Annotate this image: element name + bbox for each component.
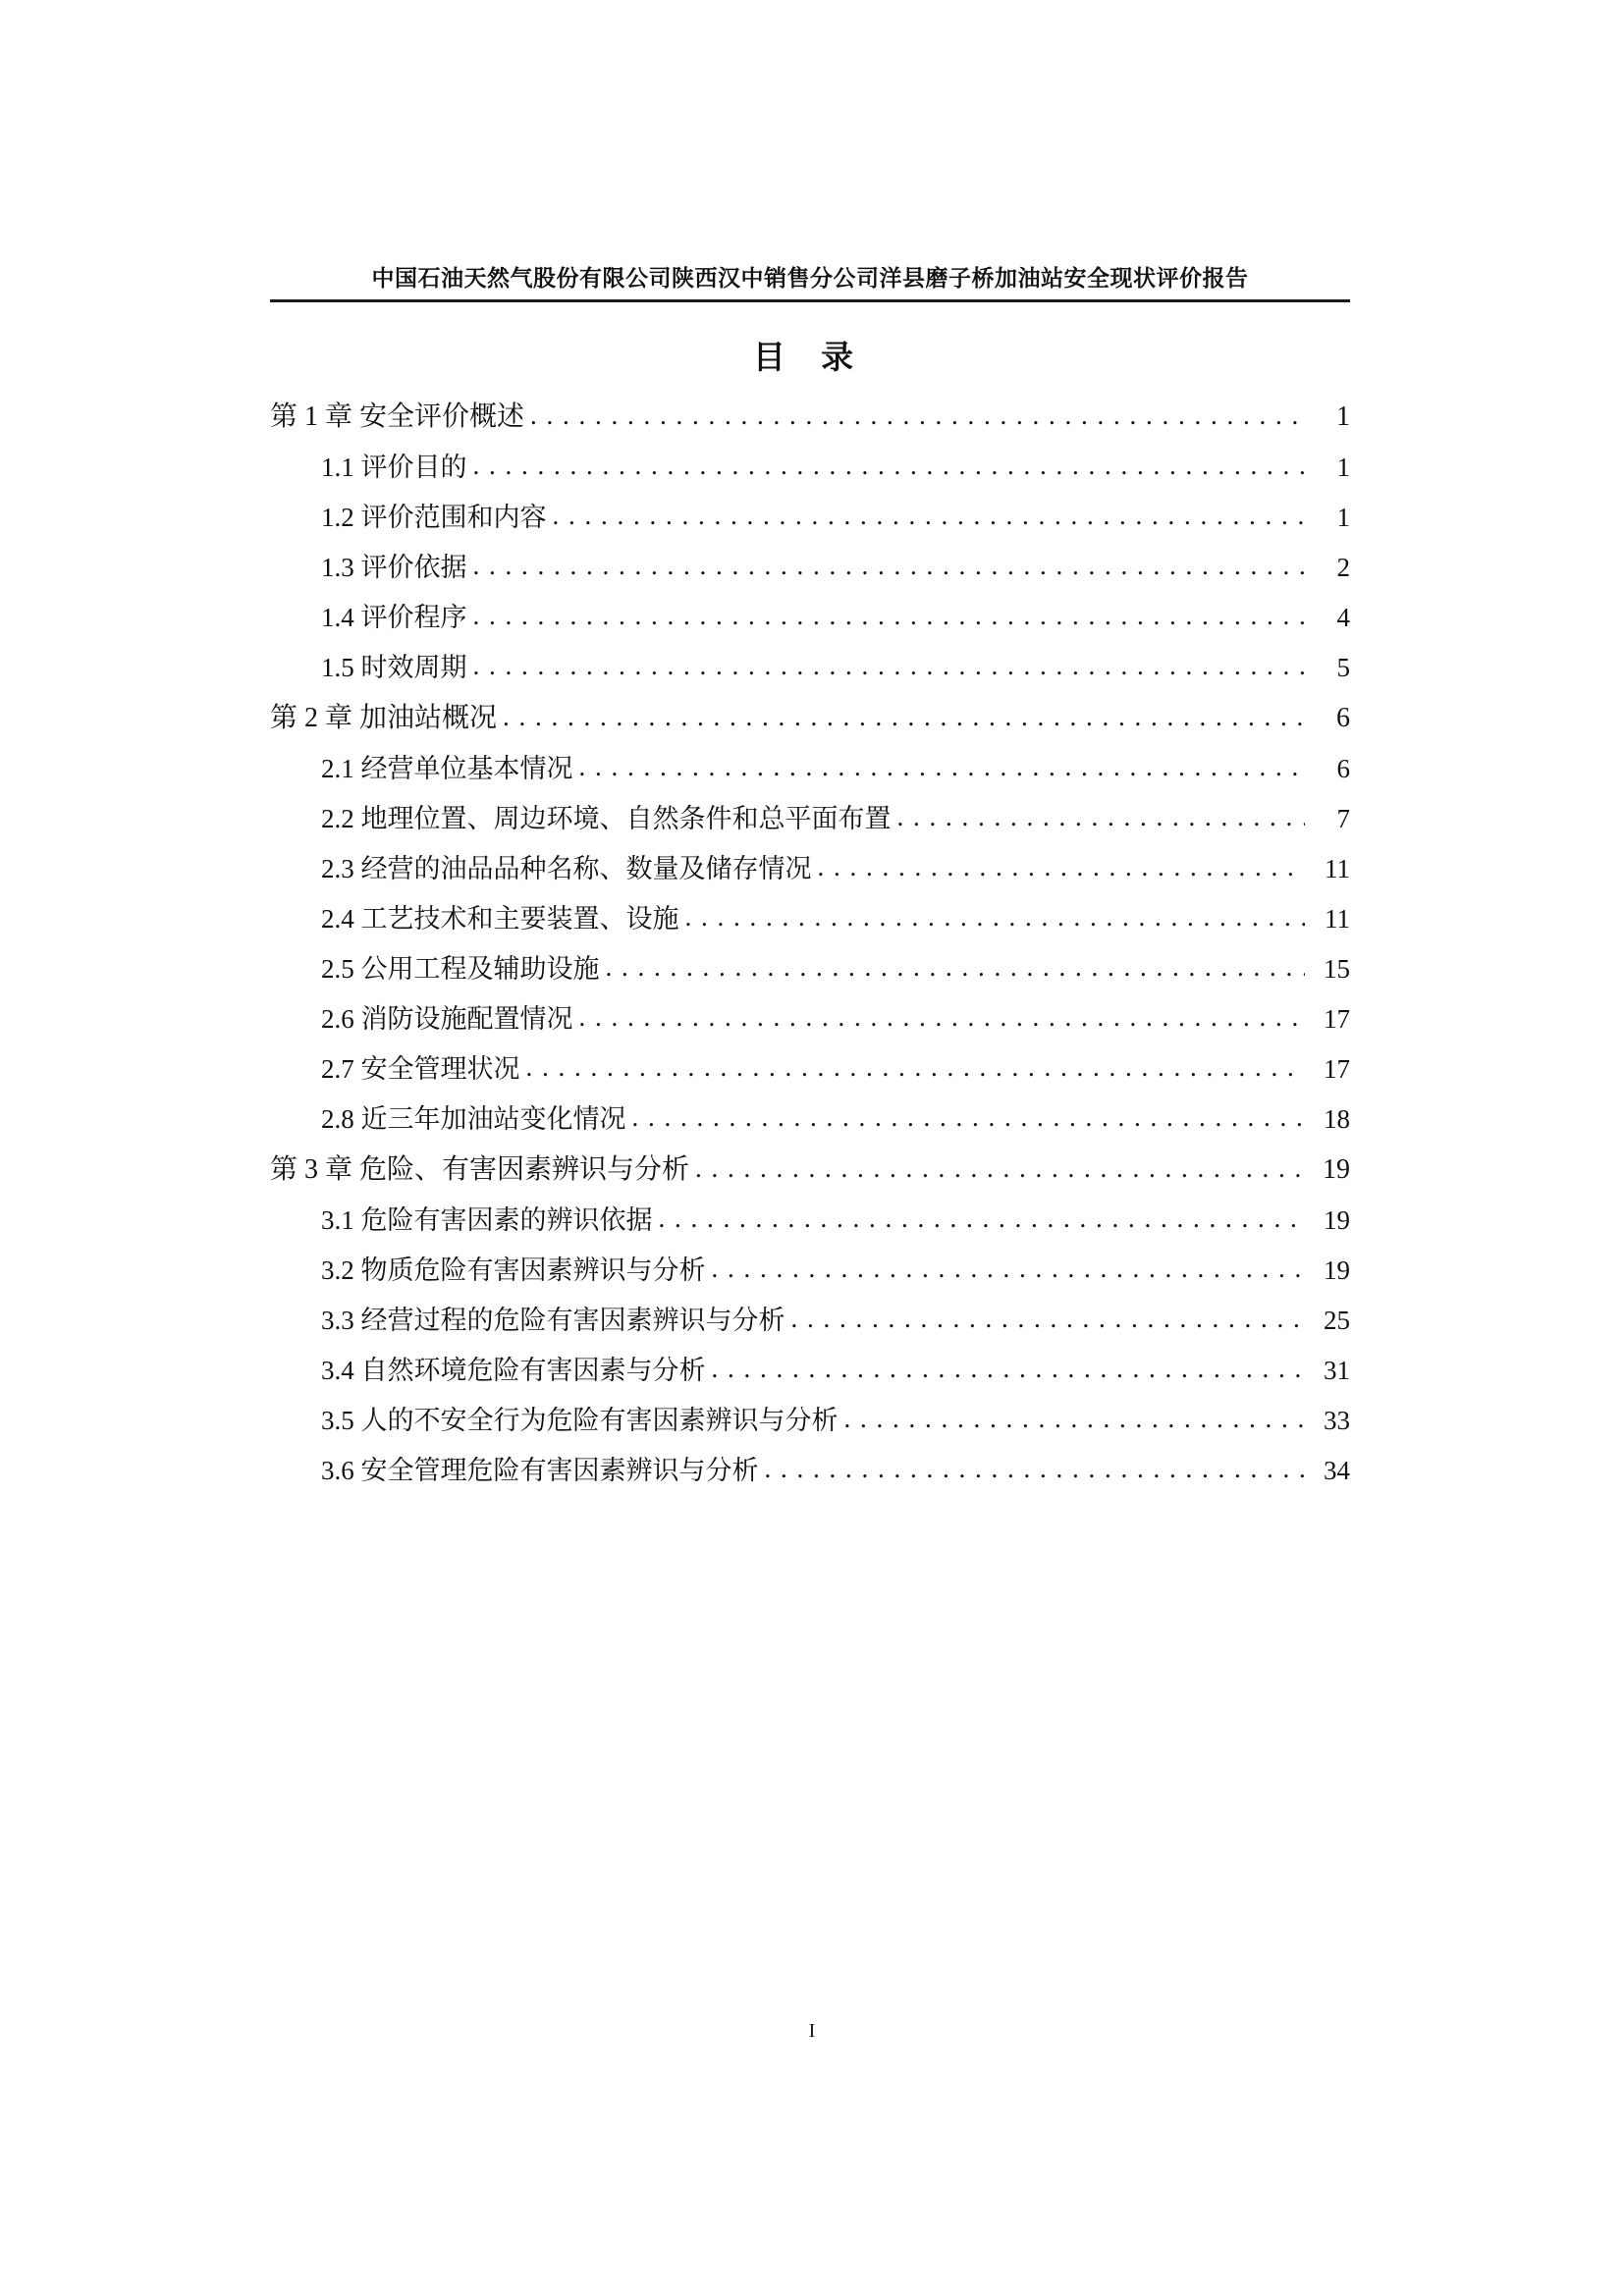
toc-leader-dots — [579, 1007, 1306, 1029]
toc-entry-page-number: 15 — [1324, 954, 1350, 984]
toc-entry-label: 3.1 危险有害因素的辨识依据 — [321, 1205, 653, 1235]
toc-entry-page-number: 19 — [1324, 1255, 1350, 1285]
header-divider — [270, 299, 1350, 302]
toc-entry-label: 3.2 物质危险有害因素辨识与分析 — [321, 1255, 706, 1285]
toc-entry[interactable] — [270, 906, 1350, 933]
toc-entry-label: 2.6 消防设施配置情况 — [321, 1004, 573, 1034]
toc-leader-dots — [473, 556, 1306, 577]
toc-entry-page-number: 17 — [1324, 1004, 1350, 1034]
toc-leader-dots — [526, 1057, 1306, 1079]
toc-entry[interactable] — [270, 1308, 1350, 1334]
toc-entry[interactable] — [270, 806, 1350, 832]
toc-entry-page-number: 2 — [1336, 553, 1350, 582]
toc-leader-dots — [897, 807, 1306, 828]
toc-entry-label: 2.8 近三年加油站变化情况 — [321, 1104, 626, 1134]
toc-entry[interactable] — [270, 1156, 1350, 1184]
toc-leader-dots — [473, 656, 1306, 677]
toc-entry[interactable] — [270, 1056, 1350, 1083]
toc-entry[interactable] — [270, 1358, 1350, 1384]
toc-leader-dots — [606, 957, 1306, 979]
toc-entry-label: 第 2 章 加油站概况 — [270, 703, 498, 733]
toc-leader-dots — [712, 1359, 1306, 1380]
toc-leader-dots — [473, 606, 1306, 627]
toc-entry-page-number: 19 — [1323, 1154, 1350, 1185]
toc-leader-dots — [685, 907, 1306, 929]
toc-entry[interactable] — [270, 1458, 1350, 1484]
toc-entry-label: 1.2 评价范围和内容 — [321, 503, 547, 532]
toc-entry[interactable] — [270, 1207, 1350, 1234]
toc-entry-page-number: 19 — [1324, 1205, 1350, 1235]
toc-entry-label: 2.7 安全管理状况 — [321, 1054, 520, 1084]
toc-entry[interactable] — [270, 1106, 1350, 1133]
toc-entry[interactable] — [270, 555, 1350, 581]
toc-entry-label: 1.5 时效周期 — [321, 653, 467, 682]
running-header-title: 中国石油天然气股份有限公司陕西汉中销售分公司洋县磨子桥加油站安全现状评价报告 — [371, 266, 1249, 291]
toc-leader-dots — [632, 1107, 1306, 1129]
toc-entry-label: 1.3 评价依据 — [321, 553, 467, 582]
toc-entry-page-number: 5 — [1336, 653, 1350, 682]
toc-entry[interactable] — [270, 505, 1350, 531]
toc-leader-dots — [503, 707, 1305, 728]
toc-entry-label: 3.4 自然环境危险有害因素与分析 — [321, 1356, 706, 1385]
toc-entry-label: 2.1 经营单位基本情况 — [321, 754, 573, 783]
toc-entry[interactable] — [270, 403, 1350, 431]
toc-entry[interactable] — [270, 1408, 1350, 1434]
toc-entry-page-number: 33 — [1324, 1406, 1350, 1435]
toc-entry[interactable] — [270, 605, 1350, 631]
toc-entry-label: 3.6 安全管理危险有害因素辨识与分析 — [321, 1456, 759, 1485]
toc-entry[interactable] — [270, 705, 1350, 732]
toc-leader-dots — [579, 757, 1306, 778]
toc-leader-dots — [553, 506, 1306, 527]
toc-entry-label: 2.4 工艺技术和主要装置、设施 — [321, 904, 679, 934]
toc-entry-page-number: 1 — [1336, 401, 1350, 432]
page-number-footer: I — [808, 2020, 816, 2042]
toc-leader-dots — [530, 405, 1305, 427]
toc-entry-label: 2.3 经营的油品品种名称、数量及储存情况 — [321, 854, 812, 883]
toc-entry-page-number: 4 — [1336, 603, 1350, 632]
toc-entry-label: 2.2 地理位置、周边环境、自然条件和总平面布置 — [321, 804, 892, 833]
toc-entry-page-number: 1 — [1336, 503, 1350, 532]
toc-entry[interactable] — [270, 655, 1350, 681]
toc-leader-dots — [659, 1208, 1306, 1230]
toc-entry[interactable] — [270, 956, 1350, 983]
toc-entry[interactable] — [270, 454, 1350, 481]
toc-entry-page-number: 11 — [1325, 904, 1350, 934]
toc-leader-dots — [791, 1308, 1306, 1330]
toc-entry-page-number: 7 — [1336, 804, 1350, 833]
toc-entry-label: 1.4 评价程序 — [321, 603, 467, 632]
toc-entry-label: 3.3 经营过程的危险有害因素辨识与分析 — [321, 1306, 785, 1335]
page-content — [270, 260, 1350, 1508]
toc-entry-page-number: 11 — [1325, 854, 1350, 883]
toc-leader-dots — [473, 455, 1306, 477]
toc-entry-label: 第 1 章 安全评价概述 — [270, 401, 525, 432]
toc-entry[interactable] — [270, 1006, 1350, 1033]
toc-leader-dots — [818, 857, 1306, 879]
toc-entry-page-number: 6 — [1336, 703, 1350, 733]
toc-entry-page-number: 1 — [1336, 453, 1350, 482]
toc-leader-dots — [765, 1459, 1306, 1480]
toc-leader-dots — [712, 1258, 1306, 1280]
toc-entry-label: 1.1 评价目的 — [321, 453, 467, 482]
toc-entry[interactable] — [270, 756, 1350, 782]
toc-leader-dots — [844, 1409, 1306, 1430]
table-of-contents-title: 目 录 — [752, 341, 868, 376]
toc-leader-dots — [695, 1158, 1305, 1180]
toc-entry-page-number: 31 — [1324, 1356, 1350, 1385]
toc-entry[interactable] — [270, 856, 1350, 882]
toc-entry-page-number: 25 — [1324, 1306, 1350, 1335]
toc-entry-label: 2.5 公用工程及辅助设施 — [321, 954, 600, 984]
toc-entry-label: 第 3 章 危险、有害因素辨识与分析 — [270, 1154, 690, 1185]
toc-entry[interactable] — [270, 1257, 1350, 1284]
toc-entry-label: 3.5 人的不安全行为危险有害因素辨识与分析 — [321, 1406, 839, 1435]
toc-entry-page-number: 17 — [1324, 1054, 1350, 1084]
toc-entry-page-number: 34 — [1324, 1456, 1350, 1485]
toc-entry-page-number: 6 — [1336, 754, 1350, 783]
toc-entry-page-number: 18 — [1324, 1104, 1350, 1134]
table-of-contents-list — [270, 403, 1350, 1484]
